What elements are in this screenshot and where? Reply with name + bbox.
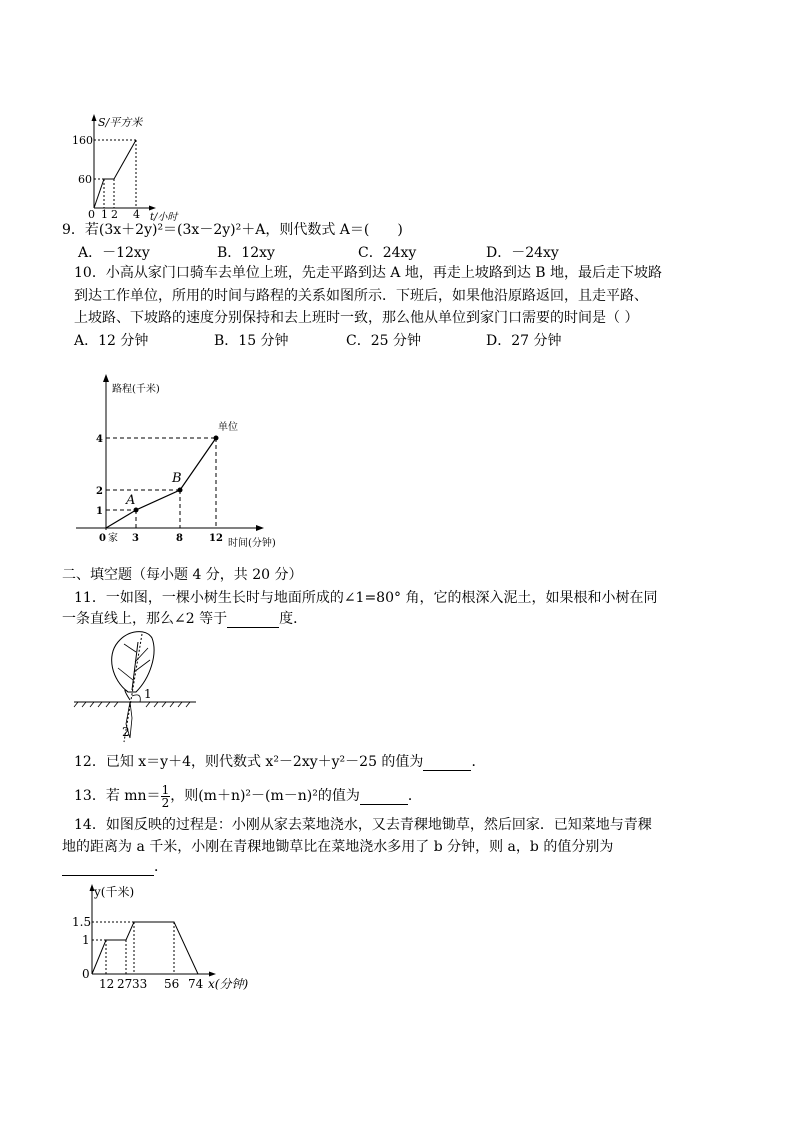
graph2-ytick-4: 4 xyxy=(96,434,103,445)
distance-time-graph xyxy=(70,372,280,552)
q9-option-a: A．－12xy xyxy=(78,245,150,261)
distance-minutes-graph xyxy=(70,880,270,995)
tree-figure xyxy=(70,628,200,748)
q13-frac-den: 2 xyxy=(161,795,170,810)
graph1-ytick-60: 60 xyxy=(78,173,92,186)
graph2-ytick-2: 2 xyxy=(96,486,103,497)
graph1-xtick-2: 2 xyxy=(111,208,118,221)
q10-option-a: A．12 分钟 xyxy=(74,333,149,349)
graph3-xtick-33: 33 xyxy=(132,977,148,991)
q12-end: ． xyxy=(471,754,486,770)
q14-end: ． xyxy=(154,859,168,875)
q11-line1: 11．一如图，一棵小树生长时与地面所成的∠1=80° 角，它的根深入泥土，如果根和小树在同 xyxy=(74,590,658,606)
q10-line1: 10．小高从家门口骑车去单位上班，先走平路到达 A 地，再走上坡路到达 B 地，最后走下坡路 xyxy=(74,265,663,281)
graph2-origin: 0 xyxy=(99,533,106,544)
graph3-xtick-27: 27 xyxy=(117,977,133,991)
graph3-xlabel: x(分钟) xyxy=(208,977,249,991)
graph1-xtick-1: 1 xyxy=(101,208,108,221)
graph2-ylabel: 路程(千米) xyxy=(112,384,160,395)
q11-line2-end: 度． xyxy=(279,611,308,627)
graph2-ytick-1: 1 xyxy=(96,506,103,517)
q12-stem: 12．已知 x＝y＋4，则代数式 x²－2xy＋y²－25 的值为 xyxy=(74,754,424,770)
graph2-point-b: B xyxy=(172,471,182,486)
q10-option-b: B．15 分钟 xyxy=(214,333,289,349)
graph2-xlabel: 时间(分钟) xyxy=(228,538,276,549)
tree-angle-1: 1 xyxy=(144,687,152,701)
q13-stem: 13．若 mn＝ xyxy=(74,788,161,804)
q9-option-c: C．24xy xyxy=(358,245,417,261)
q10-line2: 到达工作单位，所用的时间与路程的关系如图所示．下班后，如果他沿原路返回，且走平路、 xyxy=(74,288,648,304)
graph2-xtick-8: 8 xyxy=(176,533,183,544)
q10-option-d: D．27 分钟 xyxy=(486,333,562,349)
q14-line3 xyxy=(62,858,168,876)
graph3-ytick-0: 0 xyxy=(82,967,90,981)
q13-middle: ，则(m＋n)²－(m－n)²的值为 xyxy=(170,788,360,804)
q11-line2 xyxy=(62,610,307,628)
q10-option-c: C．25 分钟 xyxy=(346,333,421,349)
graph2-unit-label: 单位 xyxy=(218,422,238,433)
graph3-ylabel: y(千米) xyxy=(94,885,135,899)
graph1-ylabel: S/平方米 xyxy=(98,116,143,129)
graph2-xtick-3: 3 xyxy=(132,533,139,544)
q12-text xyxy=(74,753,485,771)
graph2-point-a: A xyxy=(126,493,136,508)
q10-line3: 上坡路、下坡路的速度分别保持和去上班时一致，那么他从单位到家门口需要的时间是（ ） xyxy=(74,310,639,326)
q11-line2-text: 一条直线上，那么∠2 等于 xyxy=(62,611,228,627)
q11-answer-blank[interactable] xyxy=(227,611,279,628)
area-time-graph xyxy=(70,112,190,222)
graph3-ytick-1-5: 1.5 xyxy=(72,915,92,929)
q14-line1: 14．如图反映的过程是：小刚从家去菜地浇水，又去青稞地锄草，然后回家．已知菜地与青稞 xyxy=(74,817,652,833)
section-title: 二、填空题（每小题 4 分，共 20 分） xyxy=(62,567,303,583)
graph1-xtick-4: 4 xyxy=(133,208,140,221)
q12-answer-blank[interactable] xyxy=(423,754,471,771)
q13-answer-blank[interactable] xyxy=(360,788,408,805)
graph3-xtick-56: 56 xyxy=(164,977,180,991)
graph1-xlabel: t/小时 xyxy=(150,212,178,223)
q9-option-b: B．12xy xyxy=(217,245,275,261)
graph1-ytick-160: 160 xyxy=(72,134,93,147)
q9-option-d: D．－24xy xyxy=(486,245,559,261)
graph3-ytick-1: 1 xyxy=(82,933,90,947)
q13-fraction xyxy=(161,784,171,809)
tree-angle-2: 2 xyxy=(122,725,130,739)
graph3-xtick-12: 12 xyxy=(99,977,115,991)
q9-stem: 9．若(3x＋2y)²＝(3x－2y)²＋A，则代数式 A＝( ) xyxy=(62,222,403,238)
q13-text xyxy=(74,780,422,812)
q14-answer-blank[interactable] xyxy=(62,859,154,876)
q13-frac-num: 1 xyxy=(161,782,170,797)
graph2-home-label: 家 xyxy=(108,533,118,544)
q13-end: ． xyxy=(407,788,422,804)
q14-line2: 地的距离为 a 千米，小刚在青稞地锄草比在菜地浇水多用了 b 分钟，则 a，b 的值分别为 xyxy=(62,839,614,855)
graph2-xtick-12: 12 xyxy=(209,533,223,544)
graph3-xtick-74: 74 xyxy=(188,977,204,991)
graph1-xtick-0: 0 xyxy=(88,208,95,221)
